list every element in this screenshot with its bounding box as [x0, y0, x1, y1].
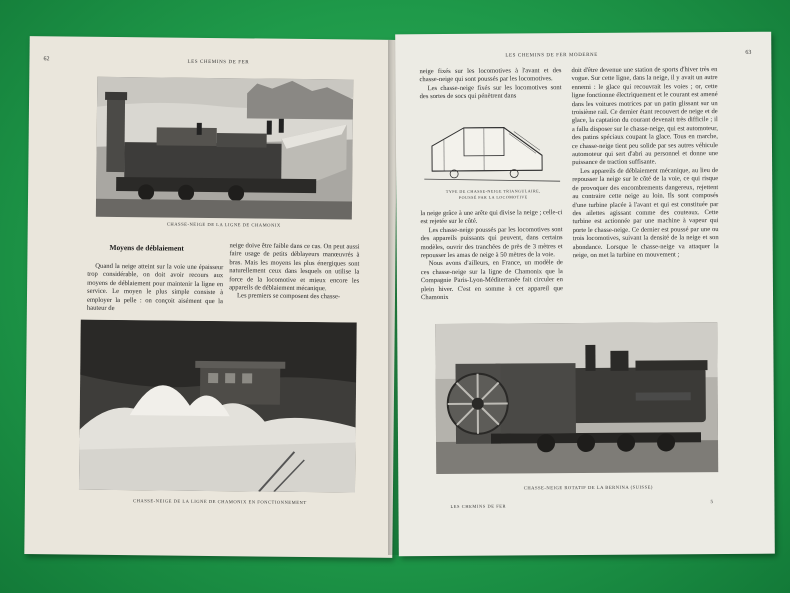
left-col1-paragraph: Quand la neige atteint sur la voie une épaisseur trop considérable, on doit avoir recours aux moyens de déblaiement pour maintenir la ligne en service. Le moyen le plus simple consiste à employer la pelle : on conçoit aisément que la hauteur de — [86, 262, 224, 313]
diagram-caption-line-2: POUSSÉ PAR LA LOCOMOTIVE — [458, 194, 528, 200]
left-bottom-caption: CHASSE-NEIGE DE LA LIGNE DE CHAMONIX EN FONCTIONNEMENT — [133, 498, 307, 506]
section-heading: Moyens de déblaiement — [109, 242, 184, 253]
right-text-column-1-bottom — [420, 209, 563, 322]
left-running-head: LES CHEMINS DE FER — [187, 59, 250, 66]
right-footer-mark: 5 — [710, 500, 713, 506]
right-col1-paragraph-4: Les chasse-neige poussés par les locomotives sont des appareils puissants qui peuvent, dans certains modèles, ouvrir des tranchées de près de 3 mètres et repousser les amas de neige à 50 mètres de la voie. — [420, 225, 563, 260]
snowplow-operating-photo — [79, 320, 357, 493]
right-page — [395, 32, 775, 557]
left-page — [24, 36, 397, 558]
right-col1-paragraph-1: neige fixés sur les locomotives à l'avant et des chasse-neige qui sont poussés par les locomotives. — [419, 67, 562, 84]
left-col2-paragraph-1: neige doive être faible dans ce cas. On peut aussi faire usage de petits déblayeurs manœuvrés à bras. Mais les moyens les plus énergiques sont naturellement ceux dans lesquels on utilise la force de la locomotive et mieux encore les appareils de déblaiement mécanique. — [229, 242, 360, 293]
diagram-caption-line-1: TYPE DE CHASSE-NEIGE TRIANGULAIRE, — [445, 188, 541, 194]
right-footer-text: LES CHEMINS DE FER — [450, 503, 507, 509]
right-col1-paragraph-5: Nous avons d'ailleurs, en France, un modèle de ces chasse-neige sur la ligne de Chamonix que la Compagnie Paris-Lyon-Méditerranée fait circuler en plein hiver. C'est en somme à cet appareil que Chamonix — [420, 259, 563, 302]
right-col2-paragraph-1: doit d'être devenue une station de sports d'hiver très en vogue. Sur cette ligne, dans la neige, il y avait un autre ennemi : le glace qui recouvrait les voies ; or, cette ligne fonctionne électriquement et le courant est amené dans les voitures motrices par un patin glissant sur un troisième rail. Ce dernier étant recouvert de neige et de glace, la captation du courant devenait très difficile ; il a fallu disposer sur le chasse-neige, qui est automoteur, des patins spéciaux coupant la glace. Tous en marche, ce chasse-neige tient peu solide par ses autres véhicule automoteur qui sert d'abri au personnel et donne une puissance de traction suffisante. — [571, 66, 719, 167]
triangular-plow-diagram — [424, 115, 560, 184]
right-text-column-2 — [571, 66, 719, 323]
right-col1-paragraph-3: la neige grâce à une arête qui divise la neige ; celle-ci est rejetée sur le côté. — [420, 209, 563, 226]
rotary-snowplow-photo — [435, 322, 718, 474]
right-bottom-caption: CHASSE-NEIGE ROTATIF DE LA BERNINA (SUISSE) — [523, 484, 653, 491]
right-text-column-1-top — [419, 67, 561, 114]
right-running-head: LES CHEMINS DE FER MODERNE — [505, 52, 598, 59]
right-col2-paragraph-2: Les appareils de déblaiement mécanique, au lieu de repousser la neige sur le côté de la voie, ce qui risque de provoquer des encombrements dangereux, rejettent au contraire cette neige au loin. Ils sont composés d'une turbine placée à l'avant et qui est constituée par des ailettes agissant comme des couteaux. Cette turbine est actionnée par une machine à vapeur qui porte le chasse-neige. Ce dernier est poussé par une ou trois locomotives, suivant la densité de la neige et son abondance. Lorsque le chasse-neige va attaquer la neige, on met la turbine en mouvement ; — [572, 166, 719, 260]
right-page-number: 63 — [745, 49, 752, 56]
right-col1-paragraph-2: Les chasse-neige fixés sur les locomotives sont des sortes de socs qui pénètrent dans — [419, 83, 562, 101]
snowplow-train-photo — [96, 77, 353, 220]
left-page-number: 62 — [43, 56, 50, 63]
left-top-caption: CHASSE-NEIGE DE LA LIGNE DE CHAMONIX — [166, 221, 281, 228]
left-col2-paragraph-2: Les premiers se composent des chasse- — [236, 292, 341, 301]
